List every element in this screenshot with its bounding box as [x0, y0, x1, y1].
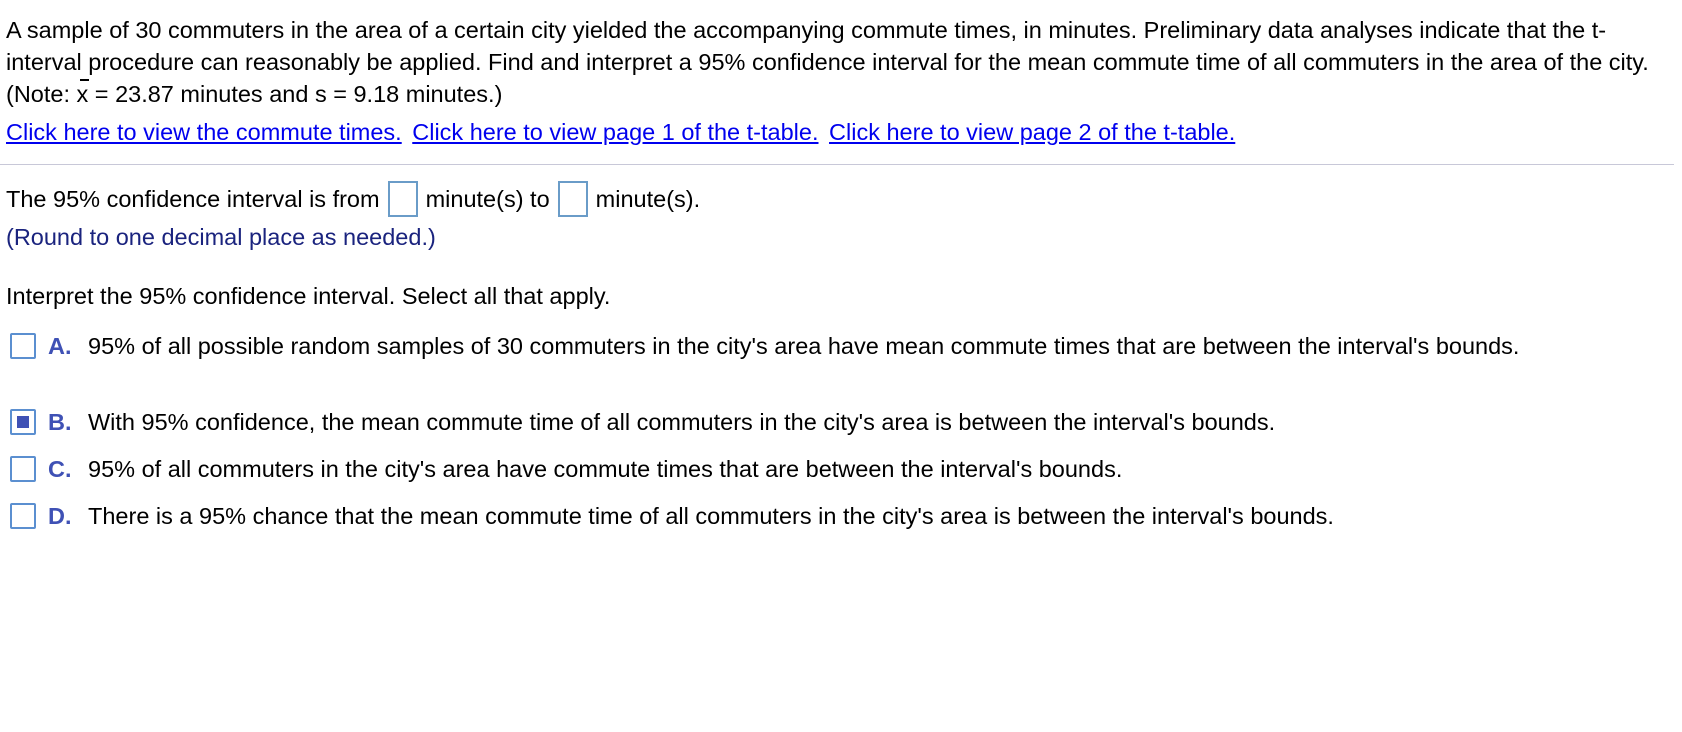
upper-bound-input[interactable]	[558, 181, 588, 217]
option-c-text: 95% of all commuters in the city's area have commute times that are between the interval's bounds.	[88, 456, 1123, 482]
lower-bound-input[interactable]	[388, 181, 418, 217]
option-d-text: There is a 95% chance that the mean commute time of all commuters in the city's area is between the interval's bounds.	[88, 503, 1334, 529]
option-c[interactable]	[10, 453, 1648, 485]
option-a-text: 95% of all possible random samples of 30 commuters in the city's area have mean commute times that are between the interval's bounds.	[88, 333, 1520, 359]
ci-middle-text: minute(s) to	[425, 185, 550, 212]
question-text-part2: = 23.87 minutes and s = 9.18 minutes.)	[88, 81, 503, 107]
option-a-checkbox[interactable]	[10, 333, 36, 359]
rounding-hint: (Round to one decimal place as needed.)	[6, 224, 436, 250]
ci-suffix-text: minute(s).	[595, 185, 701, 212]
option-a-letter: A.	[48, 333, 72, 359]
ci-prefix-text: The 95% confidence interval is from	[6, 185, 380, 212]
resource-links	[6, 116, 1239, 148]
option-d-letter: D.	[48, 503, 72, 529]
option-d[interactable]	[10, 500, 1648, 532]
interpret-prompt: Interpret the 95% confidence interval. Select all that apply.	[6, 283, 611, 309]
question-text-part1: A sample of 30 commuters in the area of a certain city yielded the accompanying commute times, in minutes. Preliminary data analyses indicate that the t-interval procedure can reasonably be applied. Find and interpret a 95% confidence interval for the mean commute time of all commuters in the area of the city. (Note:	[6, 17, 1649, 107]
t-table-page1-link[interactable]: Click here to view page 1 of the t-table.	[412, 119, 819, 145]
option-b-text: With 95% confidence, the mean commute time of all commuters in the city's area is between the interval's bounds.	[88, 409, 1276, 435]
option-c-checkbox[interactable]	[10, 456, 36, 482]
option-d-checkbox[interactable]	[10, 503, 36, 529]
commute-times-link[interactable]: Click here to view the commute times.	[6, 119, 402, 145]
question-text	[6, 14, 1666, 110]
option-b[interactable]	[10, 406, 1648, 438]
option-b-letter: B.	[48, 409, 72, 435]
option-b-checkbox[interactable]	[10, 409, 36, 435]
option-a[interactable]	[10, 330, 1648, 362]
confidence-interval-statement	[6, 180, 700, 218]
section-divider	[0, 164, 1674, 165]
x-bar-symbol: x	[77, 78, 89, 110]
option-c-letter: C.	[48, 456, 72, 482]
t-table-page2-link[interactable]: Click here to view page 2 of the t-table.	[829, 119, 1236, 145]
